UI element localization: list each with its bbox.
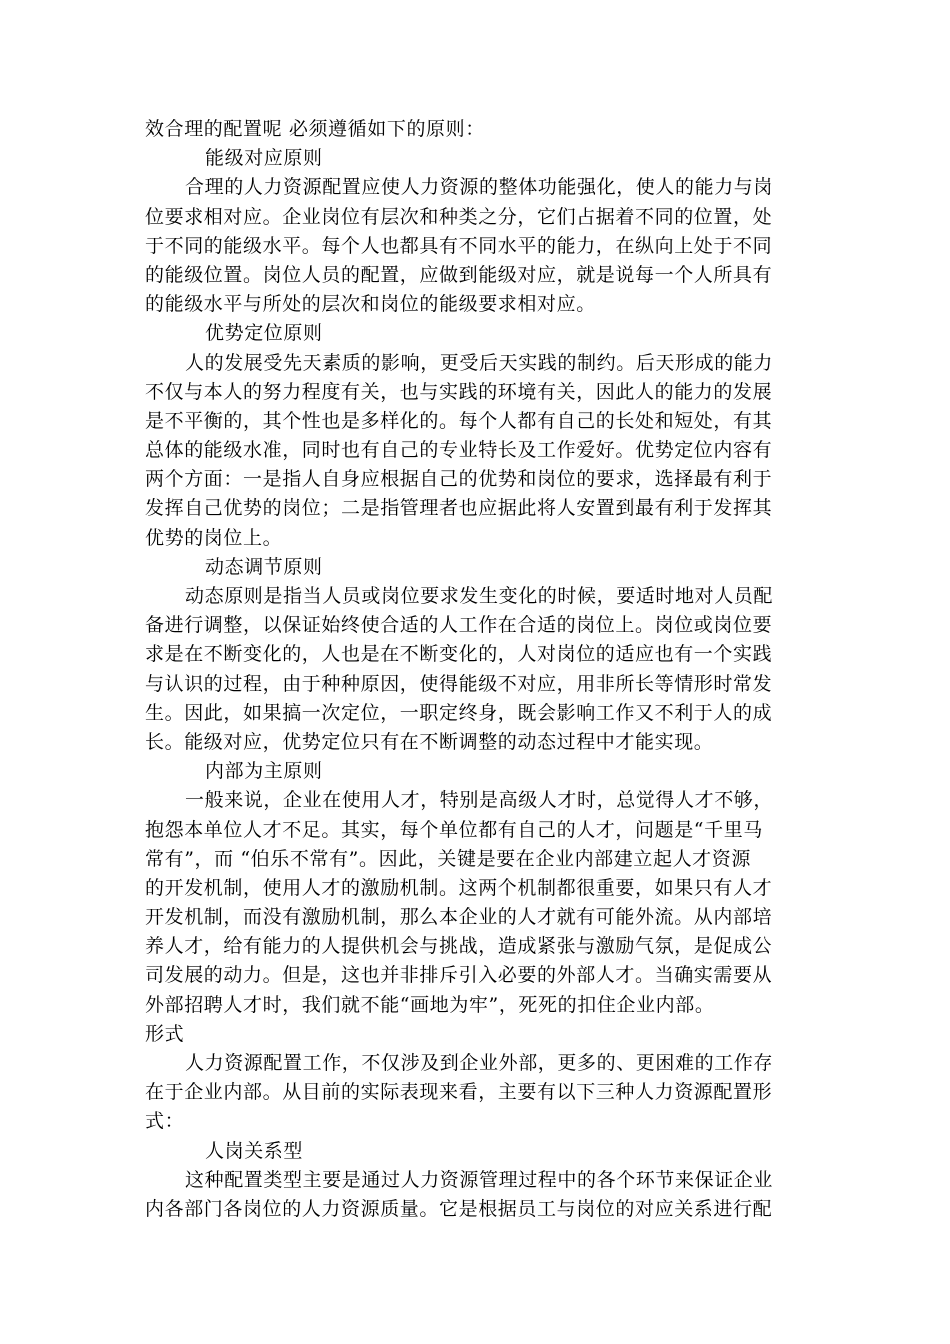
- text-line: 常有”，而 “伯乐不常有”。因此，关键是要在企业内部建立起人才资源: [145, 847, 751, 870]
- text-line: 两个方面：一是指人自身应根据自己的优势和岗位的要求，选择最有利于: [145, 468, 773, 491]
- text-line: 发挥自己优势的岗位；二是指管理者也应据此将人安置到最有利于发挥其: [145, 497, 773, 520]
- text-line: 与认识的过程，由于种种原因，使得能级不对应，用非所长等情形时常发: [145, 672, 773, 695]
- section-heading: 动态调节原则: [205, 555, 323, 578]
- text-line: 求是在不断变化的，人也是在不断变化的，人对岗位的适应也有一个实践: [145, 643, 773, 666]
- section-heading: 能级对应原则: [205, 147, 323, 170]
- text-line: 效合理的配置呢 必须遵循如下的原则：: [145, 118, 485, 140]
- text-line: 司发展的动力。但是，这也并非排斥引入必要的外部人才。当确实需要从: [145, 964, 773, 987]
- text-line: 生。因此，如果搞一次定位，一职定终身，既会影响工作又不利于人的成: [145, 701, 773, 724]
- text-line: 于不同的能级水平。每个人也都具有不同水平的能力，在纵向上处于不同: [145, 234, 773, 257]
- section-heading: 内部为主原则: [205, 760, 323, 783]
- text-line: 这种配置类型主要是通过人力资源管理过程中的各个环节来保证企业: [185, 1168, 774, 1191]
- text-line: 在于企业内部。从目前的实际表现来看，主要有以下三种人力资源配置形: [145, 1081, 773, 1104]
- text-line: 外部招聘人才时，我们就不能“画地为牢”，死死的扣住企业内部。: [145, 993, 715, 1016]
- text-line: 备进行调整，以保证始终使合适的人工作在合适的岗位上。岗位或岗位要: [145, 614, 773, 637]
- text-line: 人的发展受先天素质的影响，更受后天实践的制约。后天形成的能力: [185, 351, 774, 374]
- text-line: 的能级位置。岗位人员的配置，应做到能级对应，就是说每一个人所具有: [145, 263, 773, 286]
- text-line: 不仅与本人的努力程度有关，也与实践的环境有关，因此人的能力的发展: [145, 380, 773, 403]
- text-line: 位要求相对应。企业岗位有层次和种类之分，它们占据着不同的位置，处: [145, 205, 773, 228]
- text-line: 是不平衡的，其个性也是多样化的。每个人都有自己的长处和短处，有其: [145, 409, 773, 432]
- text-line: 长。能级对应，优势定位只有在不断调整的动态过程中才能实现。: [145, 730, 714, 753]
- text-line: 动态原则是指当人员或岗位要求发生变化的时候，要适时地对人员配: [185, 585, 774, 607]
- text-line: 优势的岗位上。: [145, 526, 283, 549]
- text-line: 的能级水平与所处的层次和岗位的能级要求相对应。: [145, 293, 596, 316]
- text-line: 形式: [145, 1022, 185, 1045]
- text-line: 合理的人力资源配置应使人力资源的整体功能强化，使人的能力与岗: [185, 176, 774, 199]
- text-line: 式：: [145, 1110, 185, 1133]
- text-line: 养人才，给有能力的人提供机会与挑战，造成紧张与激励气氛，是促成公: [145, 935, 773, 958]
- document-body: [145, 115, 815, 1224]
- section-heading: 人岗关系型: [205, 1139, 304, 1162]
- text-line: 一般来说，企业在使用人才，特别是高级人才时，总觉得人才不够，: [185, 789, 774, 812]
- text-line: 开发机制，而没有激励机制，那么本企业的人才就有可能外流。从内部培: [145, 906, 773, 929]
- text-line: 抱怨本单位人才不足。其实，每个单位都有自己的人才，问题是“千里马: [145, 818, 763, 841]
- text-line: 的开发机制，使用人才的激励机制。这两个机制都很重要，如果只有人才: [145, 876, 773, 899]
- text-line: 总体的能级水准，同时也有自己的专业特长及工作爱好。优势定位内容有: [145, 439, 773, 462]
- section-heading: 优势定位原则: [205, 322, 323, 345]
- text-line: 内各部门各岗位的人力资源质量。它是根据员工与岗位的对应关系进行配: [145, 1197, 773, 1220]
- text-line: 人力资源配置工作，不仅涉及到企业外部，更多的、更困难的工作存: [185, 1052, 774, 1074]
